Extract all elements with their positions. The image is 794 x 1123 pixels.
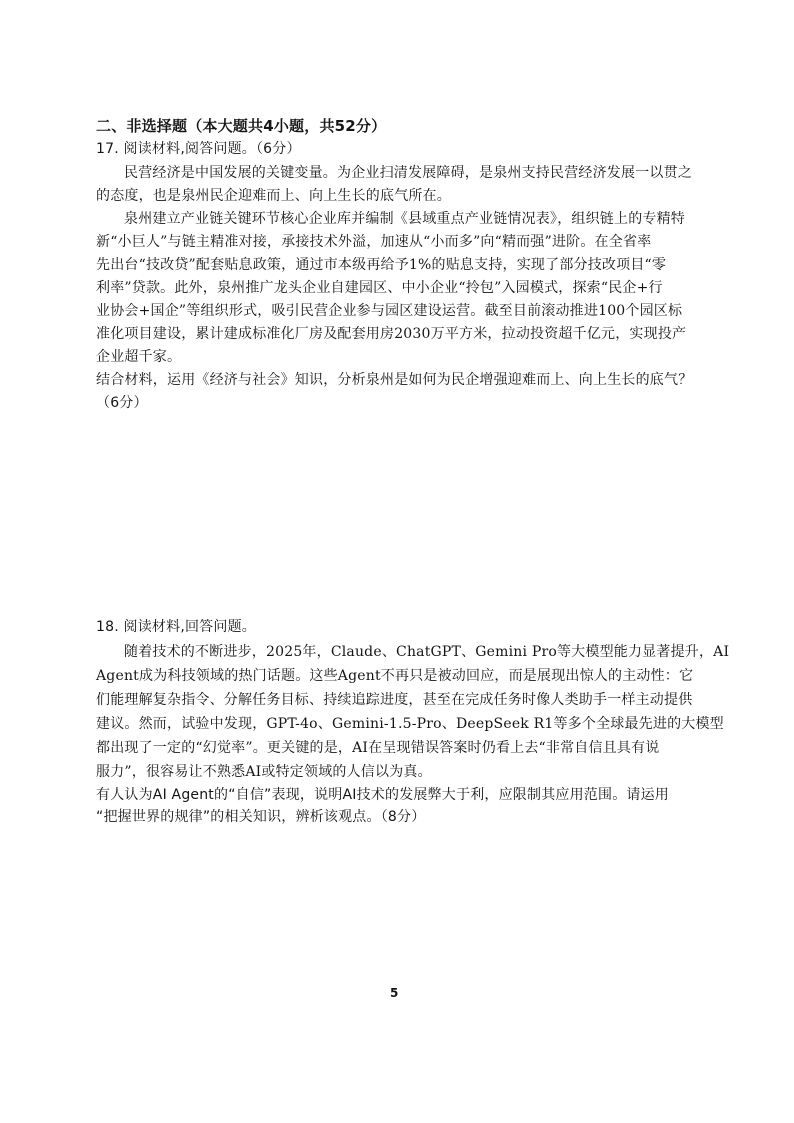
q18-prompt-line: 有人认为AI Agent的“自信”表现，说明AI技术的发展弊大于利，应限制其应用范围。请运用: [96, 787, 670, 803]
q17-heading: 17. 阅读材料,阅答问题。（6分）: [96, 141, 301, 157]
q18-material-line: 都出现了一定的“幻觉率”。更关键的是，AI在呈现错误答案时仍看上去“非常自信且具有说: [96, 740, 660, 756]
q18-material-line: 服力”，很容易让不熟悉AI或特定领域的人信以为真。: [96, 764, 432, 780]
q17-material-line: 泉州建立产业链关键环节核心企业库并编制《县域重点产业链情况表》，组织链上的专精特: [124, 211, 685, 227]
q18-material-line: 随着技术的不断进步，2025年，Claude、ChatGPT、Gemini Pro等大模型能力显著提升，AI: [124, 644, 730, 660]
q17-material-line: 的态度，也是泉州民企迎难而上、向上生长的底气所在。: [96, 188, 451, 204]
q18-prompt-line: “把握世界的规律”的相关知识，辨析该观点。（8分）: [96, 809, 426, 825]
page-number: 5: [390, 986, 399, 1000]
q18-heading: 18. 阅读材料,回答问题。: [96, 619, 256, 635]
q17-material-line: 民营经济是中国发展的关键变量。为企业扫清发展障碍，是泉州支持民营经济发展一以贯之: [124, 165, 692, 181]
q18-material-line: 们能理解复杂指令、分解任务目标、持续追踪进度，甚至在完成任务时像人类助手一样主动提供: [96, 692, 693, 708]
q17-material-line: 准化项目建设，累计建成标准化厂房及配套用房2030万平方米，拉动投资超千亿元，实现投产: [96, 326, 687, 342]
q17-material-line: 先出台“技改贷”配套贴息政策，通过市本级再给予1%的贴息支持，实现了部分技改项目“零: [96, 257, 667, 273]
q17-material-line: 企业超千家。: [96, 349, 182, 365]
q17-material-line: 利率”贷款。此外，泉州推广龙头企业自建园区、中小企业“拎包”入园模式，探索“民企+行: [96, 280, 663, 296]
q17-prompt-line: （6分）: [96, 395, 148, 411]
q17-prompt-line: 结合材料，运用《经济与社会》知识，分析泉州是如何为民企增强迎难而上、向上生长的底气？: [96, 372, 693, 388]
q18-material-line: Agent成为科技领域的热门话题。这些Agent不再只是被动回应，而是展现出惊人的主动性：它: [96, 668, 694, 684]
q17-answer-space[interactable]: [96, 420, 706, 605]
q17-material-line: 新“小巨人”与链主精准对接，承接技术外溢，加速从“小而多”向“精而强”进阶。在全省率: [96, 234, 652, 250]
q18-material-line: 建议。然而，试验中发现，GPT-4o、Gemini-1.5-Pro、DeepSeek R1等多个全球最先进的大模型: [96, 716, 724, 732]
section-title: 二、非选择题（本大题共4小题，共52分）: [96, 117, 387, 135]
q17-material-line: 业协会+国企”等组织形式，吸引民营企业参与园区建设运营。截至目前滚动推进100个园区标: [96, 303, 683, 319]
q18-answer-space[interactable]: [96, 835, 706, 975]
